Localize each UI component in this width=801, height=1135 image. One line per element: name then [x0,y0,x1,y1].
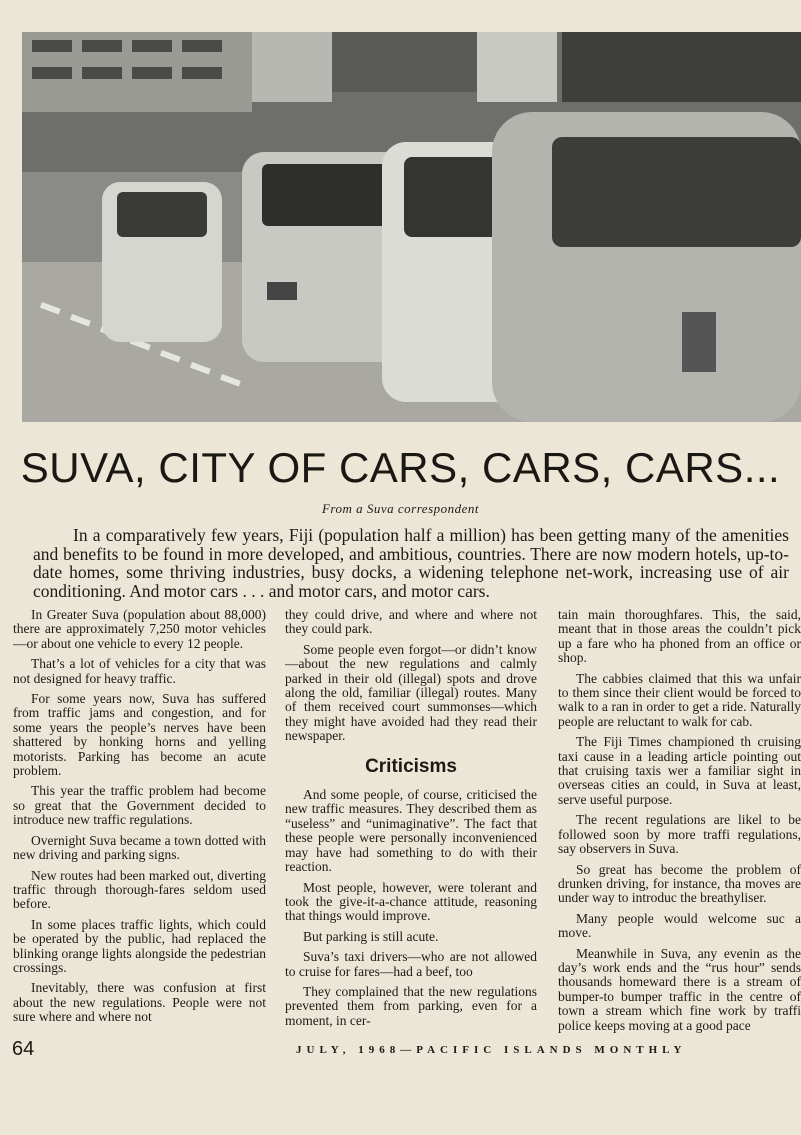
paragraph: The Fiji Times championed th cruising taxi cause in a leading article pointing out that cruising taxis wer a familiar sight in overseas cities an could, in Suva at least, serve useful purpose. [558,734,801,807]
paragraph: Most people, however, were tolerant and took the give-it-a-chance attitude, reasoning that things would improve. [285,879,537,924]
paragraph: tain main thoroughfares. This, the said, meant that in those areas the couldn’t pick up a fare who ha phoned from an office or shop. [558,608,801,666]
paragraph: The recent regulations are likel to be followed soon by more traffi regulations, say observers in Suva. [558,812,801,857]
paragraph: Some people even forgot—or didn’t know—about the new regulations and calmly parked in their old (illegal) spots and drove along the old, familiar (illegal) routes. Many of them received court summonses—which they might have avoided had they read their newspaper. [285,641,537,744]
column-1 [13,608,266,1038]
paragraph: New routes had been marked out, diverting traffic through thorough-fares seldom used before. [13,867,266,912]
street-photo [22,32,801,422]
column-2 [285,608,537,1038]
paragraph: But parking is still acute. [303,928,439,944]
paragraph: Suva’s taxi drivers—who are not allowed to cruise for fares—had a beef, too [285,949,537,979]
paragraph: Meanwhile in Suva, any evenin as the day’s work ends and the “rus hour” sends thousands homeward there is a stream of bumper-to bumper traffic in the centre of town a stream which fine work by traffi police keeps moving at a good pace [558,945,801,1033]
paragraph: For some years now, Suva has suffered from traffic jams and congestion, and for some years the people’s nerves have been shattered by honking horns and yelling motorists. Parking has become an acute problem. [13,691,266,779]
paragraph: they could drive, and where and where not they could park. [285,608,537,637]
page-number: 64 [12,1038,35,1060]
cars-photo-illustration [22,32,801,422]
paragraph: The cabbies claimed that this wa unfair to them since their client would be forced to walk to a ran in order to get a ride. Naturally people are reluctant to walk for cab. [558,670,801,729]
paragraph: They complained that the new regulations prevented them from parking, even for a moment, in cer- [285,983,537,1028]
headline: SUVA, CITY OF CARS, CARS, CARS... [20,444,781,491]
paragraph: Many people would welcome suc a move. [558,910,801,941]
paragraph: So great has become the problem of drunken driving, for instance, tha moves are under way to introduc the breathyliser. [558,861,801,906]
paragraph: Inevitably, there was confusion at first about the new regulations. People were not sure where and where not [13,980,266,1025]
column-3 [558,608,801,1038]
running-footer: JULY, 1968—PACIFIC ISLANDS MONTHLY [296,1044,687,1056]
section-subhead: Criticisms [365,755,457,777]
paragraph: This year the traffic problem had become so great that the Government decided to introduce new traffic regulations. [13,783,266,828]
paragraph: In some places traffic lights, which could be operated by the public, had replaced the blinking orange lights alongside the pedestrian crossings. [13,916,266,975]
paragraph: That’s a lot of vehicles for a city that was not designed for heavy traffic. [13,656,266,686]
byline: From a Suva correspondent [321,501,480,516]
paragraph: And some people, of course, criticised the new traffic measures. They described them as “useless” and “unimaginative”. The fact that these people were personally inconvenienced may have had something to do with their reaction. [285,787,537,875]
paragraph: Overnight Suva became a town dotted with new driving and parking signs. [13,832,266,863]
intro-paragraph: In a comparatively few years, Fiji (population half a million) has been getting many of the amenities and benefits to be found in more developed, and ambitious, countries. There are now modern hotels, up-to-date homes, some thriving industries, busy docks, a widening telephone net-work, increasing use of air conditioning. And motor cars . . . and motor cars, and motor cars. [33,525,789,601]
paragraph: In Greater Suva (population about 88,000) there are approximately 7,250 motor vehicles—or about one vehicle to every 12 people. [13,608,266,651]
